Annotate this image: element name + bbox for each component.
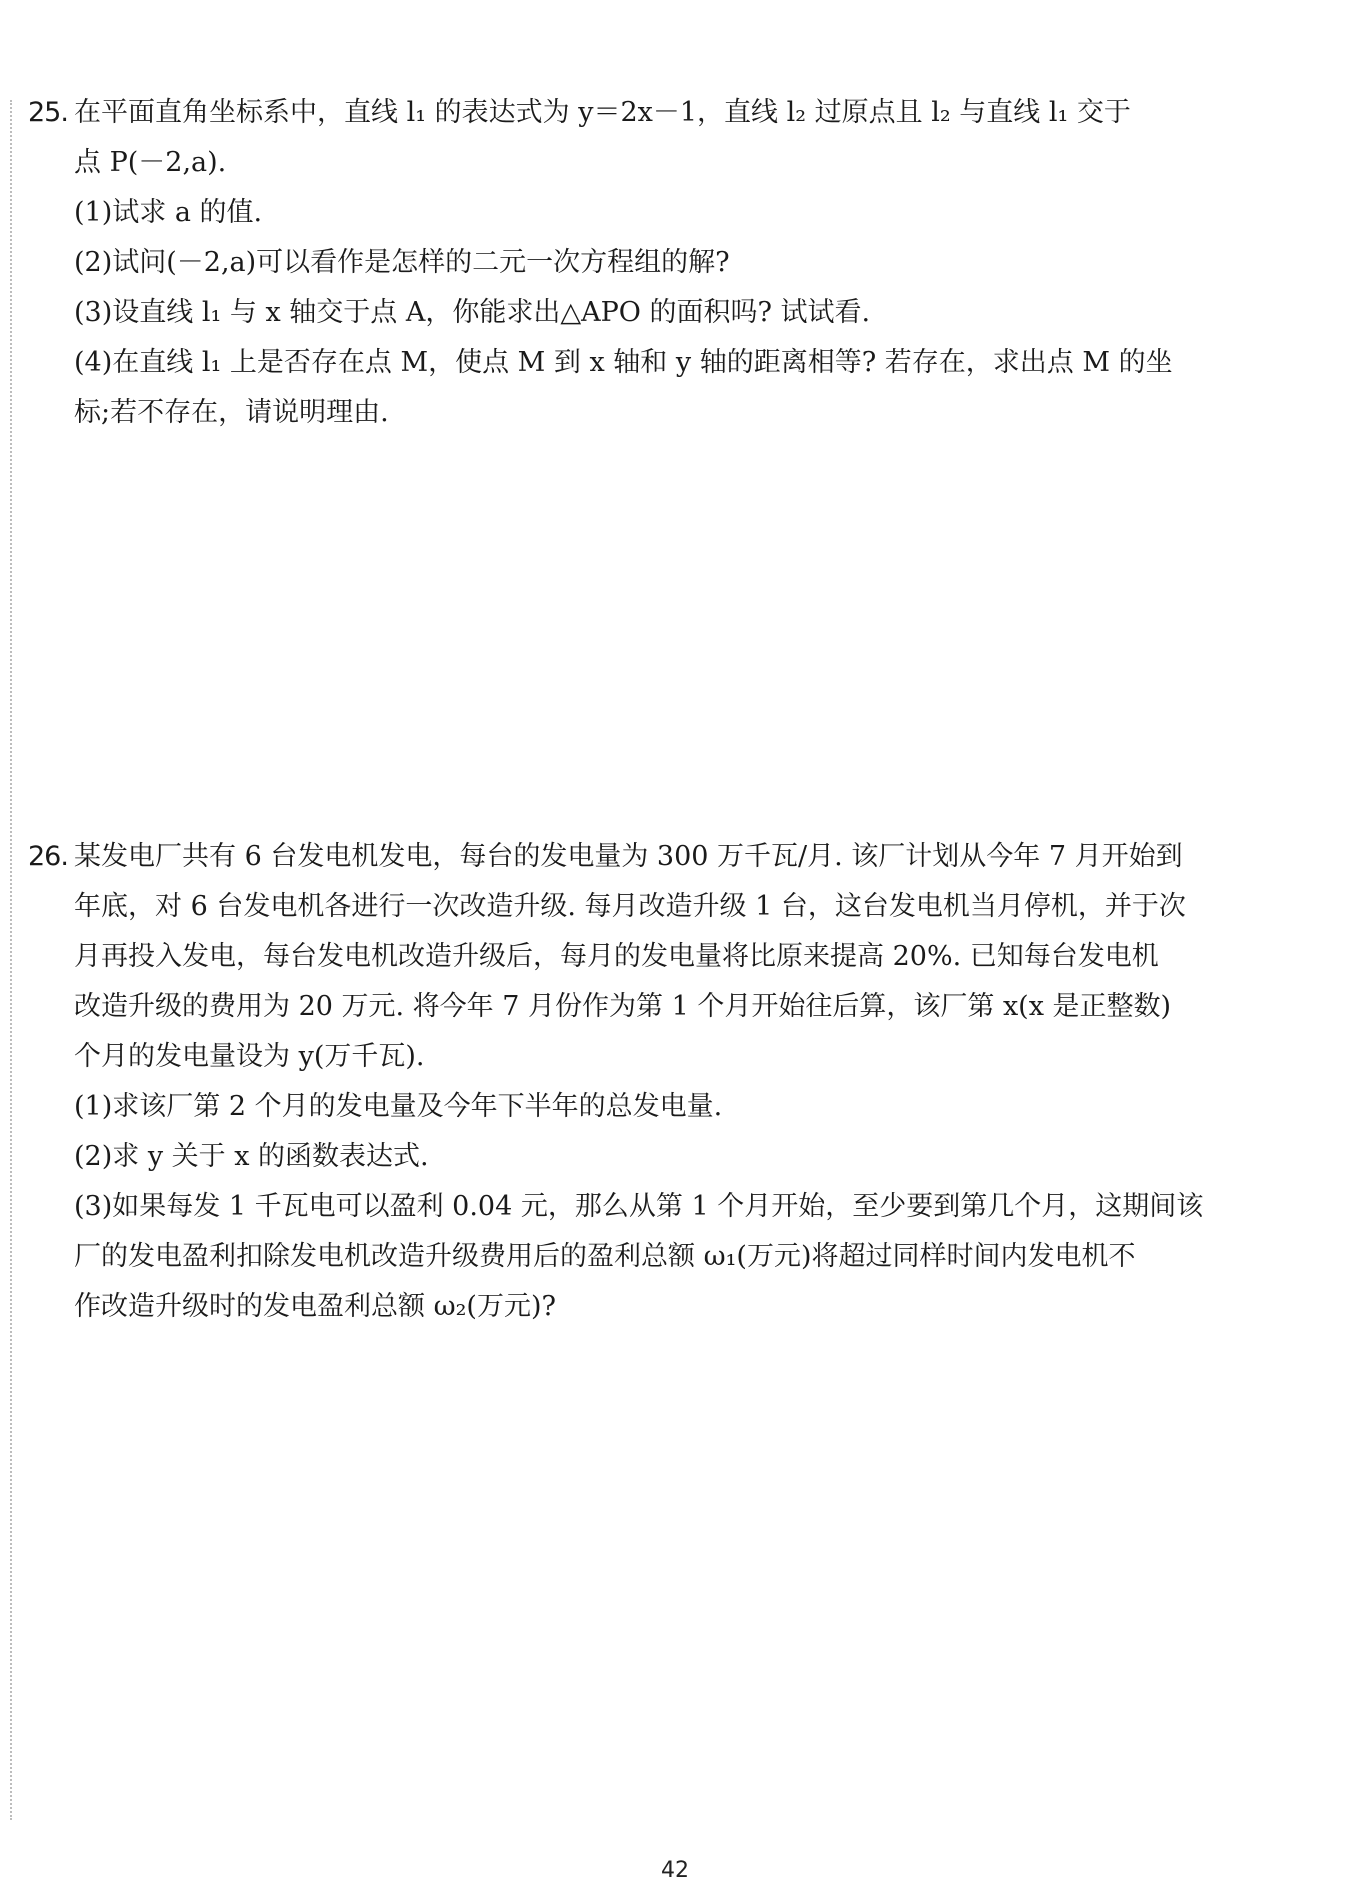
problem-25-part-1: (1)试求 a 的值. xyxy=(74,197,263,228)
problem-26-line-1 xyxy=(28,832,1218,882)
problem-26-part-3: (3)如果每发 1 千瓦电可以盈利 0.04 元，那么从第 1 个月开始，至少要到第几个月，这期间该 xyxy=(74,1191,1204,1222)
problem-25-number: 25. xyxy=(28,97,68,128)
problem-25-part-3: (3)设直线 l₁ 与 x 轴交于点 A，你能求出△APO 的面积吗? 试试看. xyxy=(74,297,871,328)
problem-25-part-2: (2)试问(－2,a)可以看作是怎样的二元一次方程组的解? xyxy=(74,247,730,278)
problem-26-part-3-cont-2: 作改造升级时的发电盈利总额 ω₂(万元)? xyxy=(74,1291,556,1322)
problem-25-line-2: 点 P(－2,a). xyxy=(74,147,227,178)
problem-26-part-2: (2)求 y 关于 x 的函数表达式. xyxy=(74,1141,429,1172)
problem-25-part-4-cont: 标;若不存在，请说明理由. xyxy=(74,397,389,428)
problem-26-part-3-cont-1: 厂的发电盈利扣除发电机改造升级费用后的盈利总额 ω₁(万元)将超过同样时间内发电机不 xyxy=(74,1241,1136,1272)
problem-26-text: 某发电厂共有 6 台发电机发电，每台的发电量为 300 万千瓦/月. 该厂计划从今年 7 月开始到 xyxy=(74,841,1183,872)
problem-26-line-5: 个月的发电量设为 y(万千瓦). xyxy=(74,1041,425,1072)
page-number: 42 xyxy=(661,1858,689,1883)
binding-margin-line xyxy=(10,100,12,1820)
problem-26 xyxy=(28,832,1218,1332)
problem-26-line-3: 月再投入发电，每台发电机改造升级后，每月的发电量将比原来提高 20%. 已知每台发电机 xyxy=(74,941,1159,972)
problem-26-line-4: 改造升级的费用为 20 万元. 将今年 7 月份作为第 1 个月开始往后算，该厂第 x(x 是正整数) xyxy=(74,991,1172,1022)
problem-26-line-2: 年底，对 6 台发电机各进行一次改造升级. 每月改造升级 1 台，这台发电机当月停机，并于次 xyxy=(74,891,1186,922)
problem-25-part-4: (4)在直线 l₁ 上是否存在点 M，使点 M 到 x 轴和 y 轴的距离相等? 若存在，求出点 M 的坐 xyxy=(74,347,1173,378)
problem-25-line-1 xyxy=(28,88,1218,138)
problem-26-part-1: (1)求该厂第 2 个月的发电量及今年下半年的总发电量. xyxy=(74,1091,723,1122)
problem-26-number: 26. xyxy=(28,841,68,872)
problem-25 xyxy=(28,88,1218,438)
problem-25-text: 在平面直角坐标系中，直线 l₁ 的表达式为 y＝2x－1，直线 l₂ 过原点且 l₂ 与直线 l₁ 交于 xyxy=(74,97,1131,128)
